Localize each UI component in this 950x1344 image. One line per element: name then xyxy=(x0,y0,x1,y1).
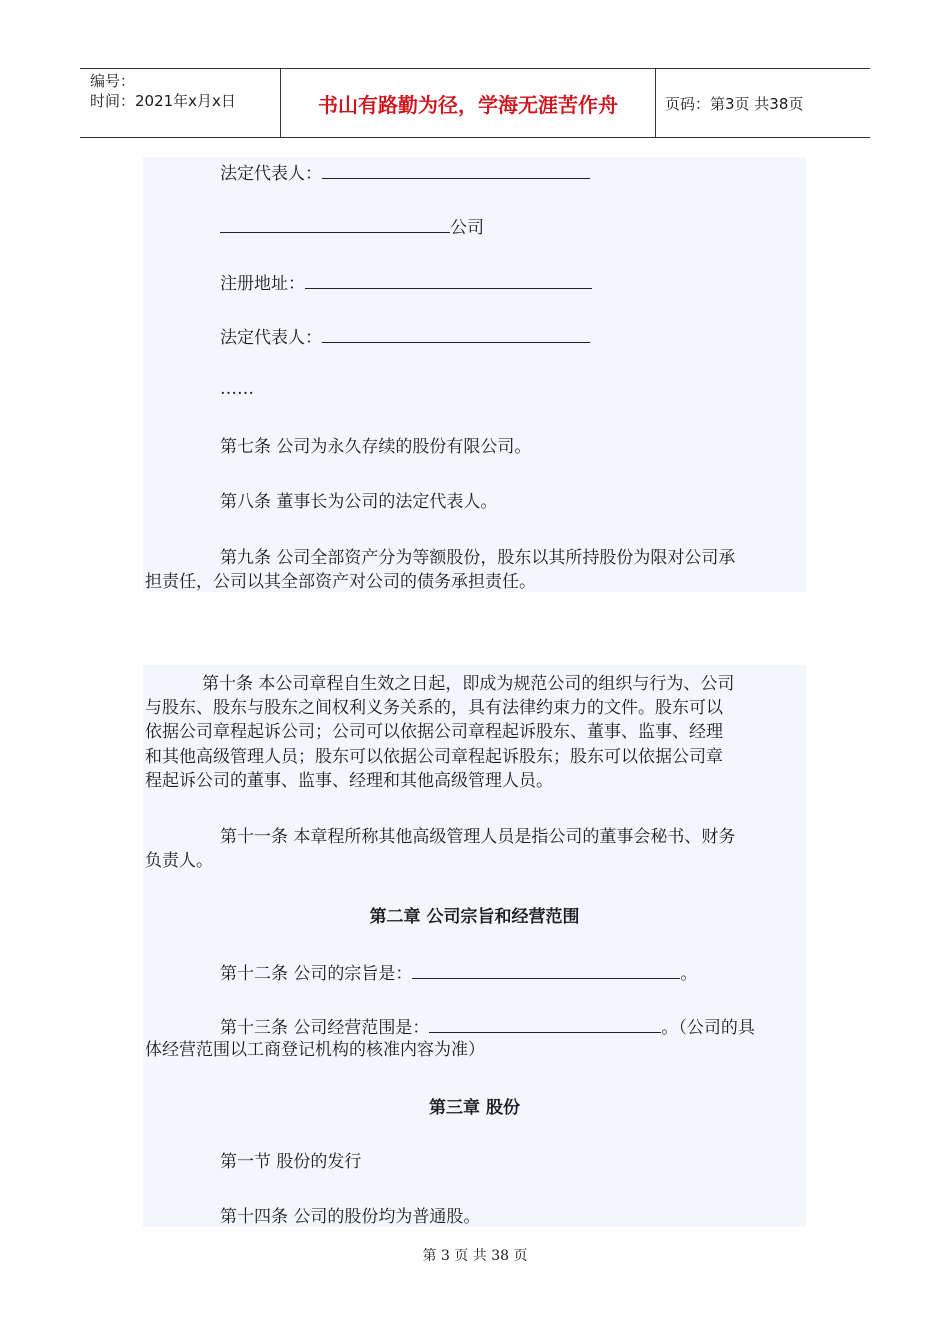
chapter-2-heading: 第二章 公司宗旨和经营范围 xyxy=(369,907,580,927)
number-label: 编号： xyxy=(90,72,136,90)
ellipsis: …… xyxy=(220,379,254,399)
article-12-end: 。 xyxy=(680,964,698,984)
page-header xyxy=(80,68,870,138)
article-13-line-2: 体经营范围以工商登记机构的核准内容为准） xyxy=(145,1040,485,1060)
reg-address-blank xyxy=(305,270,592,289)
company-name-blank xyxy=(220,214,450,233)
article-13-text: 第十三条 公司经营范围是： xyxy=(220,1018,430,1038)
business-scope-blank xyxy=(429,1014,661,1033)
header-motto: 书山有路勤为径，学海无涯苦作舟 xyxy=(281,69,656,137)
article-9-line-2: 担责任，公司以其全部资产对公司的债务承担责任。 xyxy=(145,572,536,592)
legal-rep-line-1 xyxy=(220,160,590,186)
article-14: 第十四条 公司的股份均为普通股。 xyxy=(220,1207,481,1227)
header-page-label: 页码：第3页 共38页 xyxy=(665,94,804,113)
article-10-line-1: 第十条 本公司章程自生效之日起，即成为规范公司的组织与行为、公司 xyxy=(202,674,735,694)
time-label: 时间：2021年x月x日 xyxy=(90,92,236,110)
article-12-text: 第十二条 公司的宗旨是： xyxy=(220,964,413,984)
legal-rep-label-2: 法定代表人： xyxy=(220,328,322,348)
article-12 xyxy=(220,960,697,986)
legal-rep-blank-2 xyxy=(322,324,590,343)
company-suffix: 公司 xyxy=(450,218,484,238)
article-13-end: 。（公司的具 xyxy=(661,1018,755,1038)
article-7: 第七条 公司为永久存续的股份有限公司。 xyxy=(220,437,532,457)
article-13-line-1 xyxy=(220,1014,755,1040)
article-9-line-1: 第九条 公司全部资产分为等额股份，股东以其所持股份为限对公司承 xyxy=(220,548,736,568)
article-10-line-2: 与股东、股东与股东之间权利义务关系的，具有法律约束力的文件。股东可以 xyxy=(145,698,723,718)
article-10-line-4: 和其他高级管理人员；股东可以依据公司章程起诉股东；股东可以依据公司章 xyxy=(145,747,723,767)
chapter-3-heading: 第三章 股份 xyxy=(429,1098,520,1118)
reg-address-label: 注册地址： xyxy=(220,274,305,294)
section-1-heading: 第一节 股份的发行 xyxy=(220,1152,362,1172)
article-8: 第八条 董事长为公司的法定代表人。 xyxy=(220,492,498,512)
company-line xyxy=(220,214,484,240)
legal-rep-line-2 xyxy=(220,324,590,350)
header-meta xyxy=(80,69,281,137)
legal-rep-blank xyxy=(322,160,590,179)
article-10-line-5: 程起诉公司的董事、监事、经理和其他高级管理人员。 xyxy=(145,771,553,791)
article-11-line-2: 负责人。 xyxy=(145,851,213,871)
page-footer: 第 3 页 共 38 页 xyxy=(422,1248,528,1264)
article-10-line-3: 依据公司章程起诉公司；公司可以依据公司章程起诉股东、董事、监事、经理 xyxy=(145,722,723,742)
legal-rep-label: 法定代表人： xyxy=(220,164,322,184)
purpose-blank xyxy=(412,960,680,979)
article-11-line-1: 第十一条 本章程所称其他高级管理人员是指公司的董事会秘书、财务 xyxy=(220,827,736,847)
reg-address-line xyxy=(220,270,592,296)
